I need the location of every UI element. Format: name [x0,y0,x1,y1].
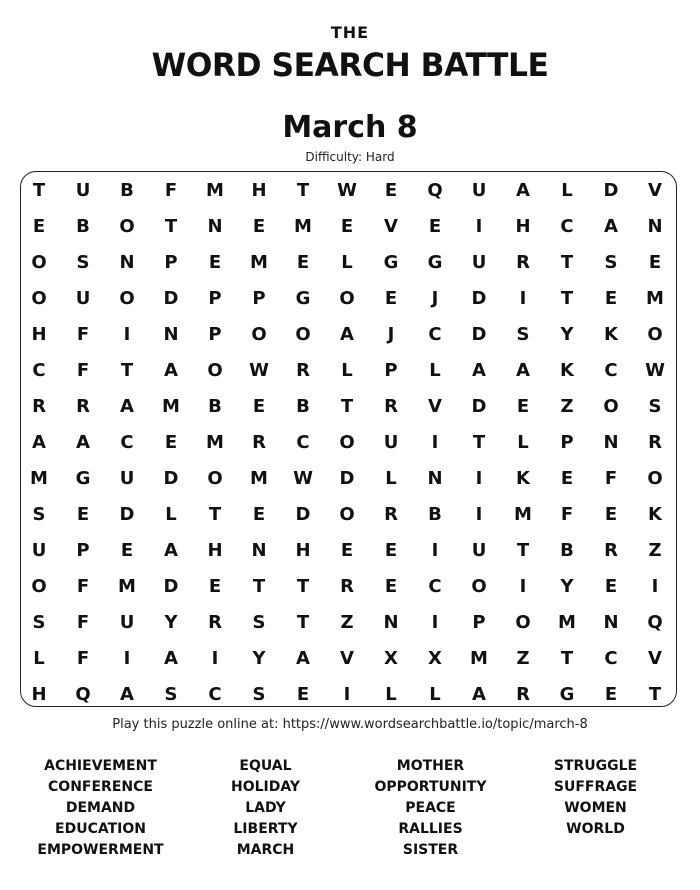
grid-cell[interactable]: L [341,251,353,273]
word-list-column [18,756,183,861]
grid-cell[interactable]: L [561,179,573,201]
grid-cell[interactable]: D [163,467,179,489]
grid-cell[interactable]: M [30,467,48,489]
grid-cell[interactable]: H [31,323,47,345]
grid-cell[interactable]: I [519,575,527,597]
grid-cell[interactable]: B [560,539,574,561]
grid-cell[interactable]: N [427,467,443,489]
grid-cell[interactable]: E [252,503,266,525]
grid-cell[interactable]: O [31,251,47,273]
grid-cell[interactable]: Q [647,611,663,633]
word-list-item: LIBERTY [233,821,298,837]
grid-cell[interactable]: M [162,395,180,417]
grid-cell[interactable]: T [296,611,310,633]
grid-cell[interactable]: I [475,503,483,525]
grid-cell[interactable]: E [252,215,266,237]
grid-cell[interactable]: N [603,431,619,453]
grid-cell[interactable]: X [384,647,398,669]
word-list-item: SISTER [402,842,459,858]
grid-cell[interactable]: O [207,467,223,489]
grid-cell[interactable]: O [647,467,663,489]
grid-cell[interactable]: E [76,503,90,525]
grid-cell[interactable]: I [431,431,439,453]
grid-cell[interactable]: E [384,287,398,309]
word-list-item: WOMEN [564,800,627,816]
grid-cell[interactable]: O [647,323,663,345]
grid-cell[interactable]: C [208,683,222,705]
word-list-item: ACHIEVEMENT [44,758,157,774]
grid-cell[interactable]: A [32,431,46,453]
grid-cell[interactable]: U [383,431,399,453]
grid-cell[interactable]: U [119,467,135,489]
word-list-item: MARCH [236,842,295,858]
grid-cell[interactable]: N [207,215,223,237]
grid-cell[interactable]: O [31,287,47,309]
grid-cell[interactable]: I [475,467,483,489]
grid-cell[interactable]: Z [560,395,574,417]
word-list-item: HOLIDAY [230,779,300,795]
grid-cell[interactable]: R [384,503,398,525]
grid-cell[interactable]: P [560,431,574,453]
grid-cell[interactable]: A [120,683,134,705]
grid-cell[interactable]: D [339,467,355,489]
grid-cell[interactable]: T [252,575,266,597]
grid-cell[interactable]: M [470,647,488,669]
grid-cell[interactable]: F [164,179,178,201]
word-list-item: EQUAL [239,758,292,774]
grid-cell[interactable]: E [604,575,618,597]
grid-cell[interactable]: R [516,251,530,273]
grid-cell[interactable]: D [603,179,619,201]
grid-cell[interactable]: E [340,215,354,237]
word-list-item: RALLIES [398,821,463,837]
grid-cell[interactable]: U [119,611,135,633]
grid-cell[interactable]: E [164,431,178,453]
grid-cell[interactable]: J [431,287,439,309]
grid-cell[interactable]: D [163,287,179,309]
grid-cell[interactable]: O [339,431,355,453]
grid-cell[interactable]: A [516,179,530,201]
grid-cell[interactable]: M [558,611,576,633]
grid-cell[interactable]: E [252,395,266,417]
word-list-item: SUFFRAGE [553,779,638,795]
grid-cell[interactable]: S [252,683,266,705]
grid-cell[interactable]: T [340,395,354,417]
brand-logo-text: WORD SEARCH BATTLE [151,46,549,84]
grid-cell[interactable]: F [76,323,90,345]
grid-cell[interactable]: I [431,539,439,561]
grid-cell[interactable]: E [428,215,442,237]
grid-cell[interactable]: L [385,467,397,489]
grid-cell[interactable]: I [211,647,219,669]
grid-cell[interactable]: O [515,611,531,633]
grid-cell[interactable]: K [516,467,530,489]
grid-cell[interactable]: E [340,539,354,561]
grid-cell[interactable]: L [33,647,45,669]
grid-cell[interactable]: N [383,611,399,633]
grid-cell[interactable]: C [428,575,442,597]
grid-cell[interactable]: T [472,431,486,453]
grid-cell[interactable]: P [76,539,90,561]
grid-cell[interactable]: A [164,647,178,669]
grid-cell[interactable]: M [250,251,268,273]
grid-cell[interactable]: M [294,215,312,237]
grid-cell[interactable]: T [296,179,310,201]
grid-cell[interactable]: M [206,431,224,453]
grid-cell[interactable]: K [648,503,662,525]
grid-cell[interactable]: I [123,323,131,345]
grid-cell[interactable]: F [560,503,574,525]
grid-cell[interactable]: I [475,215,483,237]
word-list-item: PEACE [405,800,456,816]
word-list-item: WORLD [566,821,625,837]
grid-cell[interactable]: V [428,395,442,417]
grid-cell[interactable]: U [75,179,91,201]
grid-cell[interactable]: E [296,683,310,705]
grid-cell[interactable]: R [604,539,618,561]
grid-cell[interactable]: R [208,611,222,633]
grid-cell[interactable]: A [164,539,178,561]
grid-cell[interactable]: N [119,251,135,273]
grid-cell[interactable]: D [471,323,487,345]
grid-cell[interactable]: S [164,683,178,705]
grid-cell[interactable]: I [431,611,439,633]
grid-cell[interactable]: O [31,575,47,597]
grid-cell[interactable]: J [387,323,395,345]
puzzle-title: March 8 [282,110,418,145]
grid-cell[interactable]: N [163,323,179,345]
grid-cell[interactable]: P [208,287,222,309]
grid-cell[interactable]: Y [560,575,574,597]
grid-cell[interactable]: C [560,215,574,237]
grid-cell[interactable]: D [471,395,487,417]
grid-cell[interactable]: P [472,611,486,633]
grid-cell[interactable]: C [604,359,618,381]
grid-cell[interactable]: K [560,359,574,381]
grid-cell[interactable]: R [32,395,46,417]
grid-cell[interactable]: T [120,359,134,381]
grid-cell[interactable]: U [75,287,91,309]
grid-cell[interactable]: A [604,215,618,237]
grid-cell[interactable]: U [471,179,487,201]
grid-cell[interactable]: U [471,251,487,273]
word-list-item: LADY [245,800,286,816]
grid-cell[interactable]: X [428,647,442,669]
grid-cell[interactable]: Z [340,611,354,633]
grid-cell[interactable]: R [296,359,310,381]
grid-cell[interactable]: O [471,575,487,597]
grid-cell[interactable]: F [76,359,90,381]
grid-cell[interactable]: V [648,179,662,201]
grid-cell[interactable]: G [559,683,575,705]
grid-cell[interactable]: E [120,539,134,561]
play-online-url: Play this puzzle online at: https://www.wordsearchbattle.io/topic/march-8 [112,717,588,732]
word-list [18,756,678,861]
word-list-column [348,756,513,861]
grid-cell[interactable]: A [340,323,354,345]
grid-cell[interactable]: R [648,431,662,453]
word-list-column [183,756,348,861]
grid-cell[interactable]: G [295,287,311,309]
grid-cell[interactable]: P [208,323,222,345]
grid-cell[interactable]: O [339,503,355,525]
grid-cell[interactable]: G [383,251,399,273]
grid-cell[interactable]: I [343,683,351,705]
grid-cell[interactable]: M [118,575,136,597]
grid-cell[interactable]: A [164,359,178,381]
grid-cell[interactable]: I [651,575,659,597]
grid-cell[interactable]: R [384,395,398,417]
grid-cell[interactable]: P [252,287,266,309]
grid-cell[interactable]: T [296,575,310,597]
grid-cell[interactable]: E [560,467,574,489]
grid-cell[interactable]: C [120,431,134,453]
grid-cell[interactable]: E [604,683,618,705]
grid-cell[interactable]: H [31,683,47,705]
grid-cell[interactable]: I [519,287,527,309]
grid-cell[interactable]: A [120,395,134,417]
grid-cell[interactable]: N [647,215,663,237]
grid-cell[interactable]: V [648,647,662,669]
grid-cell[interactable]: E [208,251,222,273]
grid-cell[interactable]: D [295,503,311,525]
grid-cell[interactable]: O [119,287,135,309]
grid-cell[interactable]: W [249,359,269,381]
grid-cell[interactable]: T [560,287,574,309]
grid-cell[interactable]: O [119,215,135,237]
grid-cell[interactable]: O [603,395,619,417]
word-list-item: EMPOWERMENT [37,842,164,858]
grid-cell[interactable]: U [31,539,47,561]
grid-cell[interactable]: L [165,503,177,525]
grid-cell[interactable]: H [251,179,267,201]
grid-cell[interactable]: D [119,503,135,525]
grid-cell[interactable]: T [560,647,574,669]
grid-cell[interactable]: Q [75,683,91,705]
header-the: THE [330,23,370,42]
grid-cell[interactable]: T [32,179,46,201]
grid-cell[interactable]: O [339,287,355,309]
grid-cell[interactable]: B [208,395,222,417]
grid-cell[interactable]: E [32,215,46,237]
grid-cell[interactable]: E [384,179,398,201]
grid-cell[interactable]: A [296,647,310,669]
grid-cell[interactable]: P [384,359,398,381]
grid-cell[interactable]: W [645,359,665,381]
grid-cell[interactable]: L [429,683,441,705]
grid-cell[interactable]: H [515,215,531,237]
grid-cell[interactable]: O [295,323,311,345]
grid-cell[interactable]: C [604,647,618,669]
grid-cell[interactable]: T [164,215,178,237]
grid-cell[interactable]: R [340,575,354,597]
grid-cell[interactable]: T [560,251,574,273]
grid-cell[interactable]: L [517,431,529,453]
grid-cell[interactable]: C [428,323,442,345]
grid-cell[interactable]: Z [648,539,662,561]
grid-cell[interactable]: L [429,359,441,381]
grid-cell[interactable]: B [296,395,310,417]
word-list-item: DEMAND [65,800,136,816]
grid-cell[interactable]: I [123,647,131,669]
grid-cell[interactable]: M [514,503,532,525]
grid-cell[interactable]: A [472,359,486,381]
difficulty-label: Difficulty: Hard [305,150,395,164]
grid-cell[interactable]: D [163,575,179,597]
grid-cell[interactable]: S [604,251,618,273]
grid-cell[interactable]: C [296,431,310,453]
grid-cell[interactable]: T [648,683,662,705]
grid-cell[interactable]: R [516,683,530,705]
grid-cell[interactable]: R [76,395,90,417]
grid-cell[interactable]: G [427,251,443,273]
grid-cell[interactable]: E [604,503,618,525]
grid-cell[interactable]: N [251,539,267,561]
grid-cell[interactable]: H [295,539,311,561]
grid-cell[interactable]: G [75,467,91,489]
grid-cell[interactable]: F [76,647,90,669]
word-list-column [513,756,678,861]
word-list-item: EDUCATION [55,821,146,837]
grid-cell[interactable]: T [516,539,530,561]
grid-cell[interactable]: V [340,647,354,669]
grid-cell[interactable]: E [648,251,662,273]
grid-cell[interactable]: V [384,215,398,237]
grid-cell[interactable]: M [206,179,224,201]
grid-cell[interactable]: U [471,539,487,561]
grid-cell[interactable]: E [384,539,398,561]
grid-cell[interactable]: T [208,503,222,525]
grid-cell[interactable]: O [207,359,223,381]
grid-cell[interactable]: F [604,467,618,489]
grid-cell[interactable]: E [384,575,398,597]
grid-cell[interactable]: C [32,359,46,381]
grid-cell[interactable]: B [76,215,90,237]
grid-cell[interactable]: F [76,575,90,597]
grid-cell[interactable]: L [385,683,397,705]
grid-cell[interactable]: P [164,251,178,273]
grid-cell[interactable]: W [293,467,313,489]
grid-cell[interactable]: L [341,359,353,381]
grid-cell[interactable]: K [604,323,618,345]
grid-cell[interactable]: E [296,251,310,273]
grid-cell[interactable]: F [76,611,90,633]
grid-cell[interactable]: M [646,287,664,309]
grid-cell[interactable]: S [32,611,46,633]
grid-cell[interactable]: H [207,539,223,561]
word-list-item: MOTHER [396,758,465,774]
grid-cell[interactable]: A [76,431,90,453]
grid-cell[interactable]: W [337,179,357,201]
grid-cell[interactable]: Y [252,647,266,669]
grid-cell[interactable]: D [471,287,487,309]
grid-cell[interactable]: Q [427,179,443,201]
grid-cell[interactable]: Y [164,611,178,633]
word-list-item: OPPORTUNITY [374,779,487,795]
word-list-item: STRUGGLE [553,758,638,774]
grid-cell[interactable]: S [32,503,46,525]
grid-cell[interactable]: S [252,611,266,633]
grid-cell[interactable]: E [208,575,222,597]
grid-cell[interactable]: E [604,287,618,309]
grid-cell[interactable]: E [516,395,530,417]
grid-cell[interactable]: R [252,431,266,453]
grid-cell[interactable]: S [516,323,530,345]
grid-cell[interactable]: O [251,323,267,345]
grid-cell[interactable]: N [603,611,619,633]
grid-cell[interactable]: B [120,179,134,201]
grid-cell[interactable]: A [516,359,530,381]
grid-cell[interactable]: Y [560,323,574,345]
grid-cell[interactable]: A [472,683,486,705]
grid-cell[interactable]: B [428,503,442,525]
grid-cell[interactable]: M [250,467,268,489]
letter-grid [17,172,677,712]
word-list-item: CONFERENCE [48,779,153,795]
grid-cell[interactable]: S [648,395,662,417]
grid-cell[interactable]: Z [516,647,530,669]
grid-cell[interactable]: S [76,251,90,273]
